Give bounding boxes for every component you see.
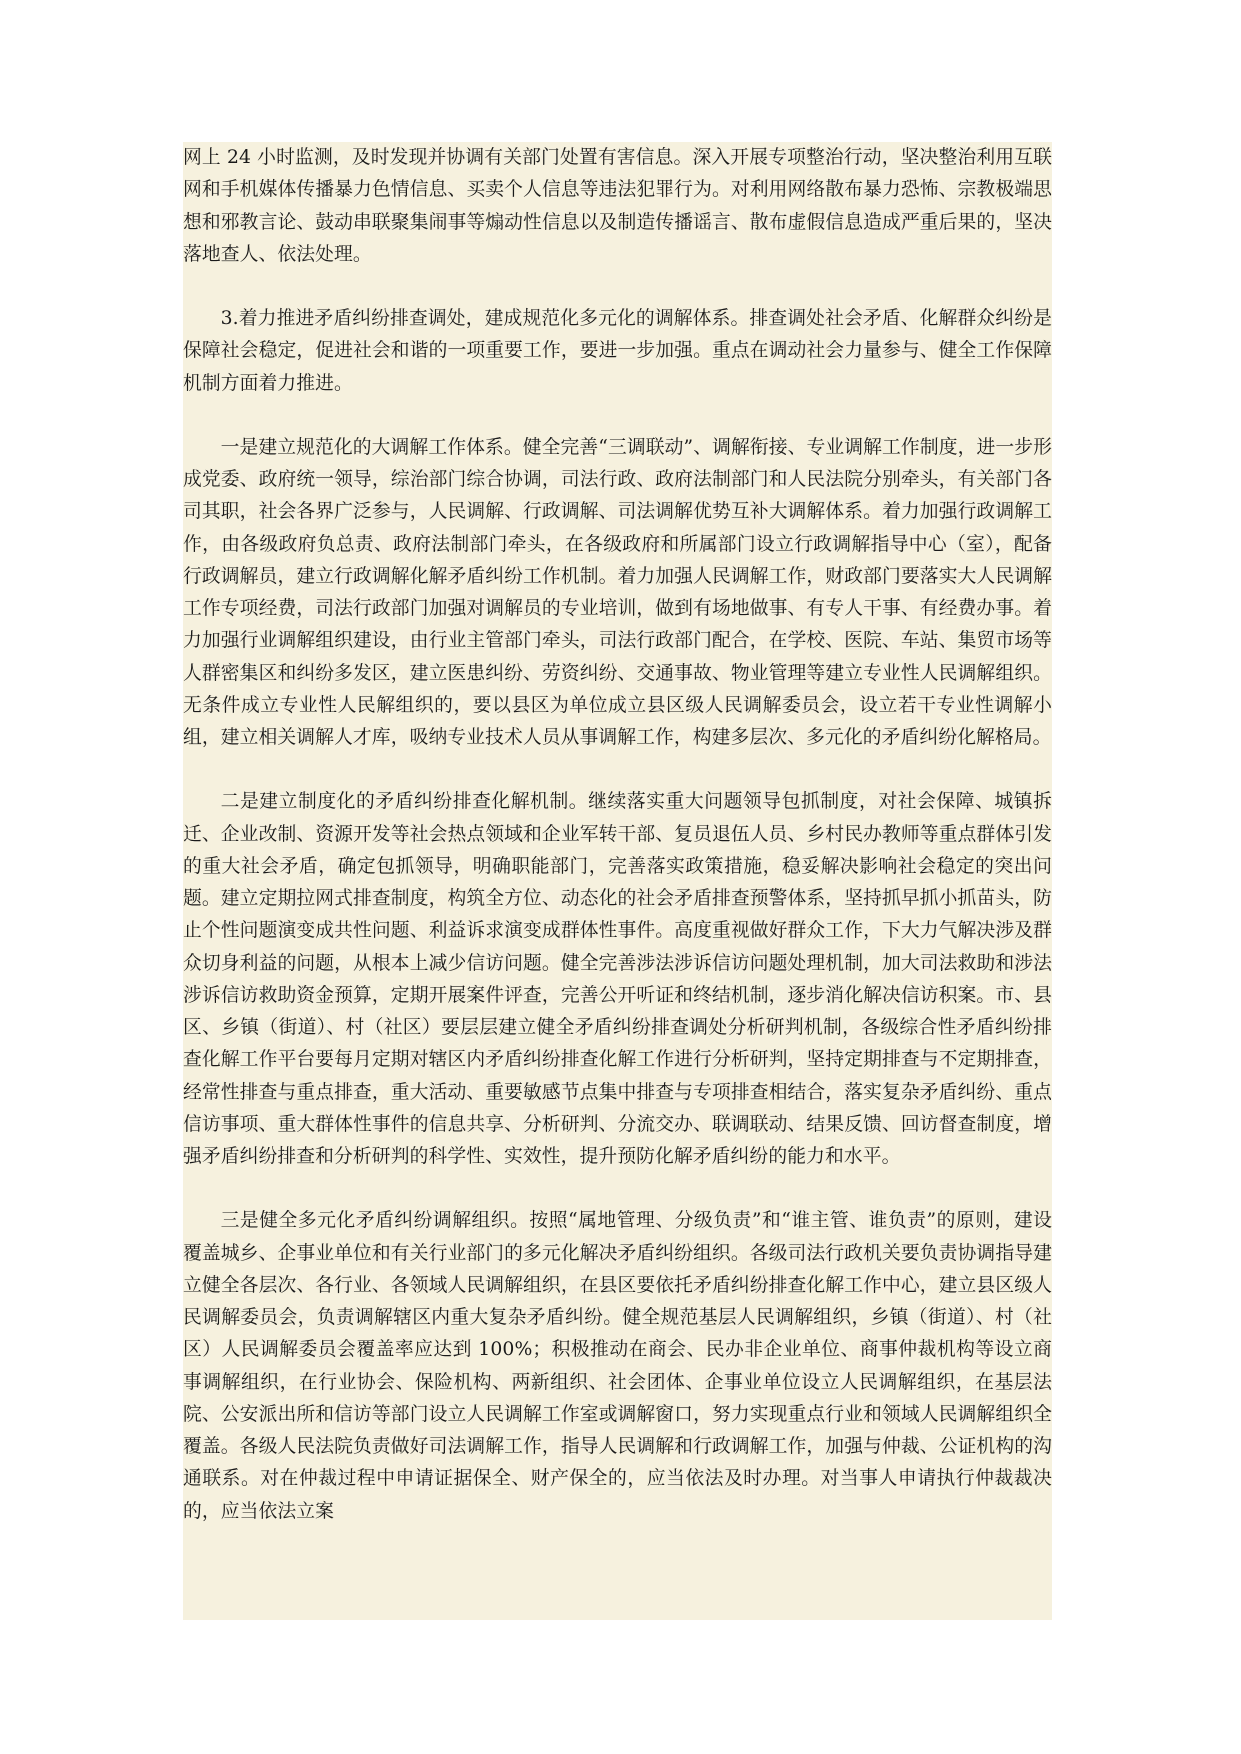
paragraph-item-3: 三是健全多元化矛盾纠纷调解组织。按照“属地管理、分级负责”和“谁主管、谁负责”的原则，建设覆盖城乡、企事业单位和有关行业部门的多元化解决矛盾纠纷组织。各级司法行政机关要负责协调指导建立健全各层次、各行业、各领域人民调解组织，在县区要依托矛盾纠纷排查化解工作中心，建立县区级人民调解委员会，负责调解辖区内重大复杂矛盾纠纷。健全规范基层人民调解组织，乡镇（街道）、村（社区）人民调解委员会覆盖率应达到 100%；积极推动在商会、民办非企业单位、商事仲裁机构等设立商事调解组织，在行业协会、保险机构、两新组织、社会团体、企事业单位设立人民调解组织，在基层法院、公安派出所和信访等部门设立人民调解工作室或调解窗口，努力实现重点行业和领域人民调解组织全覆盖。各级人民法院负责做好司法调解工作，指导人民调解和行政调解工作，加强与仲裁、公证机构的沟通联系。对在仲裁过程中申请证据保全、财产保全的，应当依法及时办理。对当事人申请执行仲裁裁决的，应当依法立案 [183, 1210, 1052, 1522]
document-text-block [183, 142, 1052, 1620]
paragraph-gap [183, 1173, 1052, 1205]
paragraph-section-3: 3.着力推进矛盾纠纷排查调处，建成规范化多元化的调解体系。排查调处社会矛盾、化解群众纠纷是保障社会稳定，促进社会和谐的一项重要工作，要进一步加强。重点在调动社会力量参与、健全工作保障机制方面着力推进。 [183, 308, 1052, 394]
paragraph-item-1: 一是建立规范化的大调解工作体系。健全完善“三调联动”、调解衔接、专业调解工作制度，进一步形成党委、政府统一领导，综治部门综合协调，司法行政、政府法制部门和人民法院分别牵头，有关部门各司其职，社会各界广泛参与，人民调解、行政调解、司法调解优势互补大调解体系。着力加强行政调解工作，由各级政府负总责、政府法制部门牵头，在各级政府和所属部门设立行政调解指导中心（室），配备行政调解员，建立行政调解化解矛盾纠纷工作机制。着力加强人民调解工作，财政部门要落实大人民调解工作专项经费，司法行政部门加强对调解员的专业培训，做到有场地做事、有专人干事、有经费办事。着力加强行业调解组织建设，由行业主管部门牵头，司法行政部门配合，在学校、医院、车站、集贸市场等人群密集区和纠纷多发区，建立医患纠纷、劳资纠纷、交通事故、物业管理等建立专业性人民调解组织。无条件成立专业性人民解组织的，要以县区为单位成立县区级人民调解委员会，设立若干专业性调解小组，建立相关调解人才库，吸纳专业技术人员从事调解工作，构建多层次、多元化的矛盾纠纷化解格局。 [183, 436, 1052, 748]
paragraph-item-2: 二是建立制度化的矛盾纠纷排查化解机制。继续落实重大问题领导包抓制度，对社会保障、城镇拆迁、企业改制、资源开发等社会热点领域和企业军转干部、复员退伍人员、乡村民办教师等重点群体引发的重大社会矛盾，确定包抓领导，明确职能部门，完善落实政策措施，稳妥解决影响社会稳定的突出问题。建立定期拉网式排查制度，构筑全方位、动态化的社会矛盾排查预警体系，坚持抓早抓小抓苗头，防止个性问题演变成共性问题、利益诉求演变成群体性事件。高度重视做好群众工作，下大力气解决涉及群众切身利益的问题，从根本上减少信访问题。健全完善涉法涉诉信访问题处理机制，加大司法救助和涉法涉诉信访救助资金预算，定期开展案件评查，完善公开听证和终结机制，逐步消化解决信访积案。市、县区、乡镇（街道）、村（社区）要层层建立健全矛盾纠纷排查调处分析研判机制，各级综合性矛盾纠纷排查化解工作平台要每月定期对辖区内矛盾纠纷排查化解工作进行分析研判，坚持定期排查与不定期排查，经常性排查与重点排查，重大活动、重要敏感节点集中排查与专项排查相结合，落实复杂矛盾纠纷、重点信访事项、重大群体性事件的信息共享、分析研判、分流交办、联调联动、结果反馈、回访督查制度，增强矛盾纠纷排查和分析研判的科学性、实效性，提升预防化解矛盾纠纷的能力和水平。 [183, 791, 1052, 1167]
paragraph-gap [183, 400, 1052, 432]
paragraph-gap [183, 754, 1052, 786]
paragraph-continuation: 网上 24 小时监测，及时发现并协调有关部门处置有害信息。深入开展专项整治行动，坚决整治利用互联网和手机媒体传播暴力色情信息、买卖个人信息等违法犯罪行为。对利用网络散布暴力恐怖、宗教极端思想和邪教言论、鼓动串联聚集闹事等煽动性信息以及制造传播谣言、散布虚假信息造成严重后果的，坚决落地查人、依法处理。 [183, 147, 1052, 265]
paragraph-gap [183, 271, 1052, 303]
